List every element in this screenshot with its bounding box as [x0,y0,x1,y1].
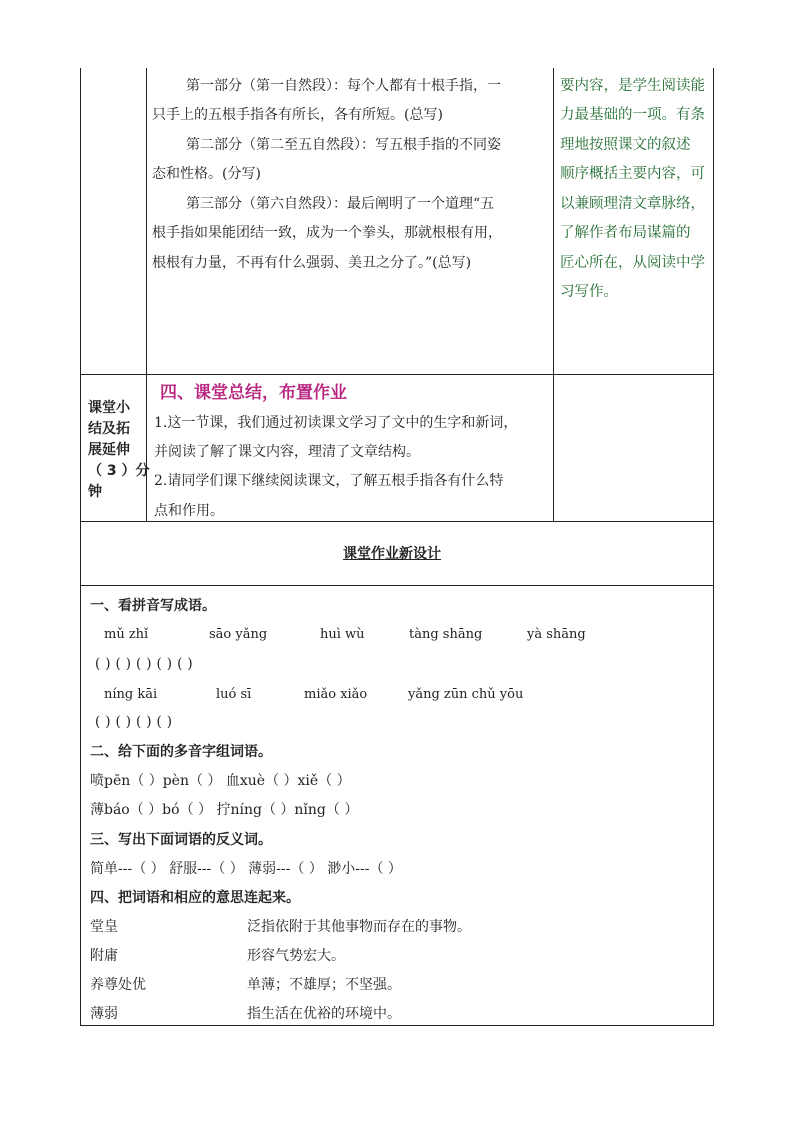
summary-line: 1.这一节课，我们通过初读课文学习了文中的生字和新词， [154,415,518,431]
q2-title: 二、给下面的多音字组词语。 [90,744,272,760]
commentary-line: 要内容，是学生阅读能 [560,78,705,94]
commentary-line: 匠心所在，从阅读中学 [560,255,705,271]
summary-line: 点和作用。 [154,503,224,519]
structure-line: 第三部分（第六自然段）：最后阐明了一个道理“五 [186,196,495,212]
commentary-line: 习写作。 [560,284,618,300]
structure-line: 只手上的五根手指各有所长，各有所短。(总写) [152,107,443,123]
q4-word: 堂皇 [90,919,118,935]
q1-pinyin: níng kāi [104,687,158,702]
col-divider-2 [553,68,554,521]
structure-line: 第一部分（第一自然段）：每个人都有十根手指，一 [186,78,501,94]
row-divider-1 [80,374,714,375]
q1-pinyin: sāo yǎng [209,627,268,642]
q4-word: 附庸 [90,948,118,964]
commentary-line: 了解作者布局谋篇的 [560,225,691,241]
col-divider-1 [146,68,147,521]
side-label-line: （ 3 ）分 [88,463,150,479]
q1-pinyin: tàng shāng [409,627,483,642]
structure-line: 态和性格。(分写) [152,166,261,182]
row-divider-3 [80,585,714,586]
table-right-border [713,68,714,1026]
side-label-line: 结及拓 [88,421,130,437]
commentary-line: 以兼顾理清文章脉络， [560,196,705,212]
structure-line: 根手指如果能团结一致，成为一个拳头，那就根根有用， [152,225,502,241]
commentary-line: 力最基础的一项。有条 [560,107,705,123]
summary-line: 2.请同学们课下继续阅读课文，了解五根手指各有什么特 [154,473,504,489]
q1-pinyin: huì wù [320,627,365,642]
q1-answer-blanks: ( ) ( ) ( ) ( ) [95,714,173,730]
q1-pinyin: luó sī [216,687,252,702]
homework-title: 课堂作业新设计 [343,546,441,562]
q4-title: 四、把词语和相应的意思连起来。 [90,890,300,906]
q2-row: 喷pēn（ ）pèn（ ） 血xuè（ ）xiě（ ） [90,773,351,789]
table-left-border [80,68,81,1026]
commentary-line: 理地按照课文的叙述 [560,137,691,153]
q4-word: 养尊处优 [90,977,146,993]
structure-line: 根根有力量，不再有什么强弱、美丑之分了。”(总写) [152,255,472,271]
q1-answer-blanks: ( ) ( ) ( ) ( ) ( ) [95,656,193,672]
side-label-line: 展延伸 [88,442,130,458]
q4-meaning: 泛指依附于其他事物而存在的事物。 [247,919,471,935]
summary-heading: 四、课堂总结，布置作业 [160,383,347,403]
q3-row: 简单---（ ） 舒服---（ ） 薄弱---（ ） 渺小---（ ） [90,861,402,877]
q4-meaning: 指生活在优裕的环境中。 [247,1006,401,1022]
q1-pinyin: yà shāng [527,627,586,642]
row-divider-2 [80,521,714,522]
q1-title: 一、看拼音写成语。 [90,598,216,614]
side-label-line: 钟 [88,484,102,500]
structure-line: 第二部分（第二至五自然段）：写五根手指的不同姿 [186,137,501,153]
q1-pinyin: miǎo xiǎo [304,687,368,702]
q4-meaning: 形容气势宏大。 [247,948,345,964]
q3-title: 三、写出下面词语的反义词。 [90,832,272,848]
side-label-line: 课堂小 [88,400,130,416]
q4-meaning: 单薄；不雄厚；不坚强。 [247,977,401,993]
table-bottom-border [80,1025,714,1026]
q1-pinyin: yǎng zūn chǔ yōu [408,687,524,702]
summary-line: 并阅读了解了课文内容，理清了文章结构。 [154,444,420,460]
commentary-line: 顺序概括主要内容，可 [560,166,705,182]
q1-pinyin: mǔ zhǐ [104,627,149,642]
q2-row: 薄báo（ ）bó（ ） 拧níng（ ）nǐng（ ） [90,802,359,818]
q4-word: 薄弱 [90,1006,118,1022]
